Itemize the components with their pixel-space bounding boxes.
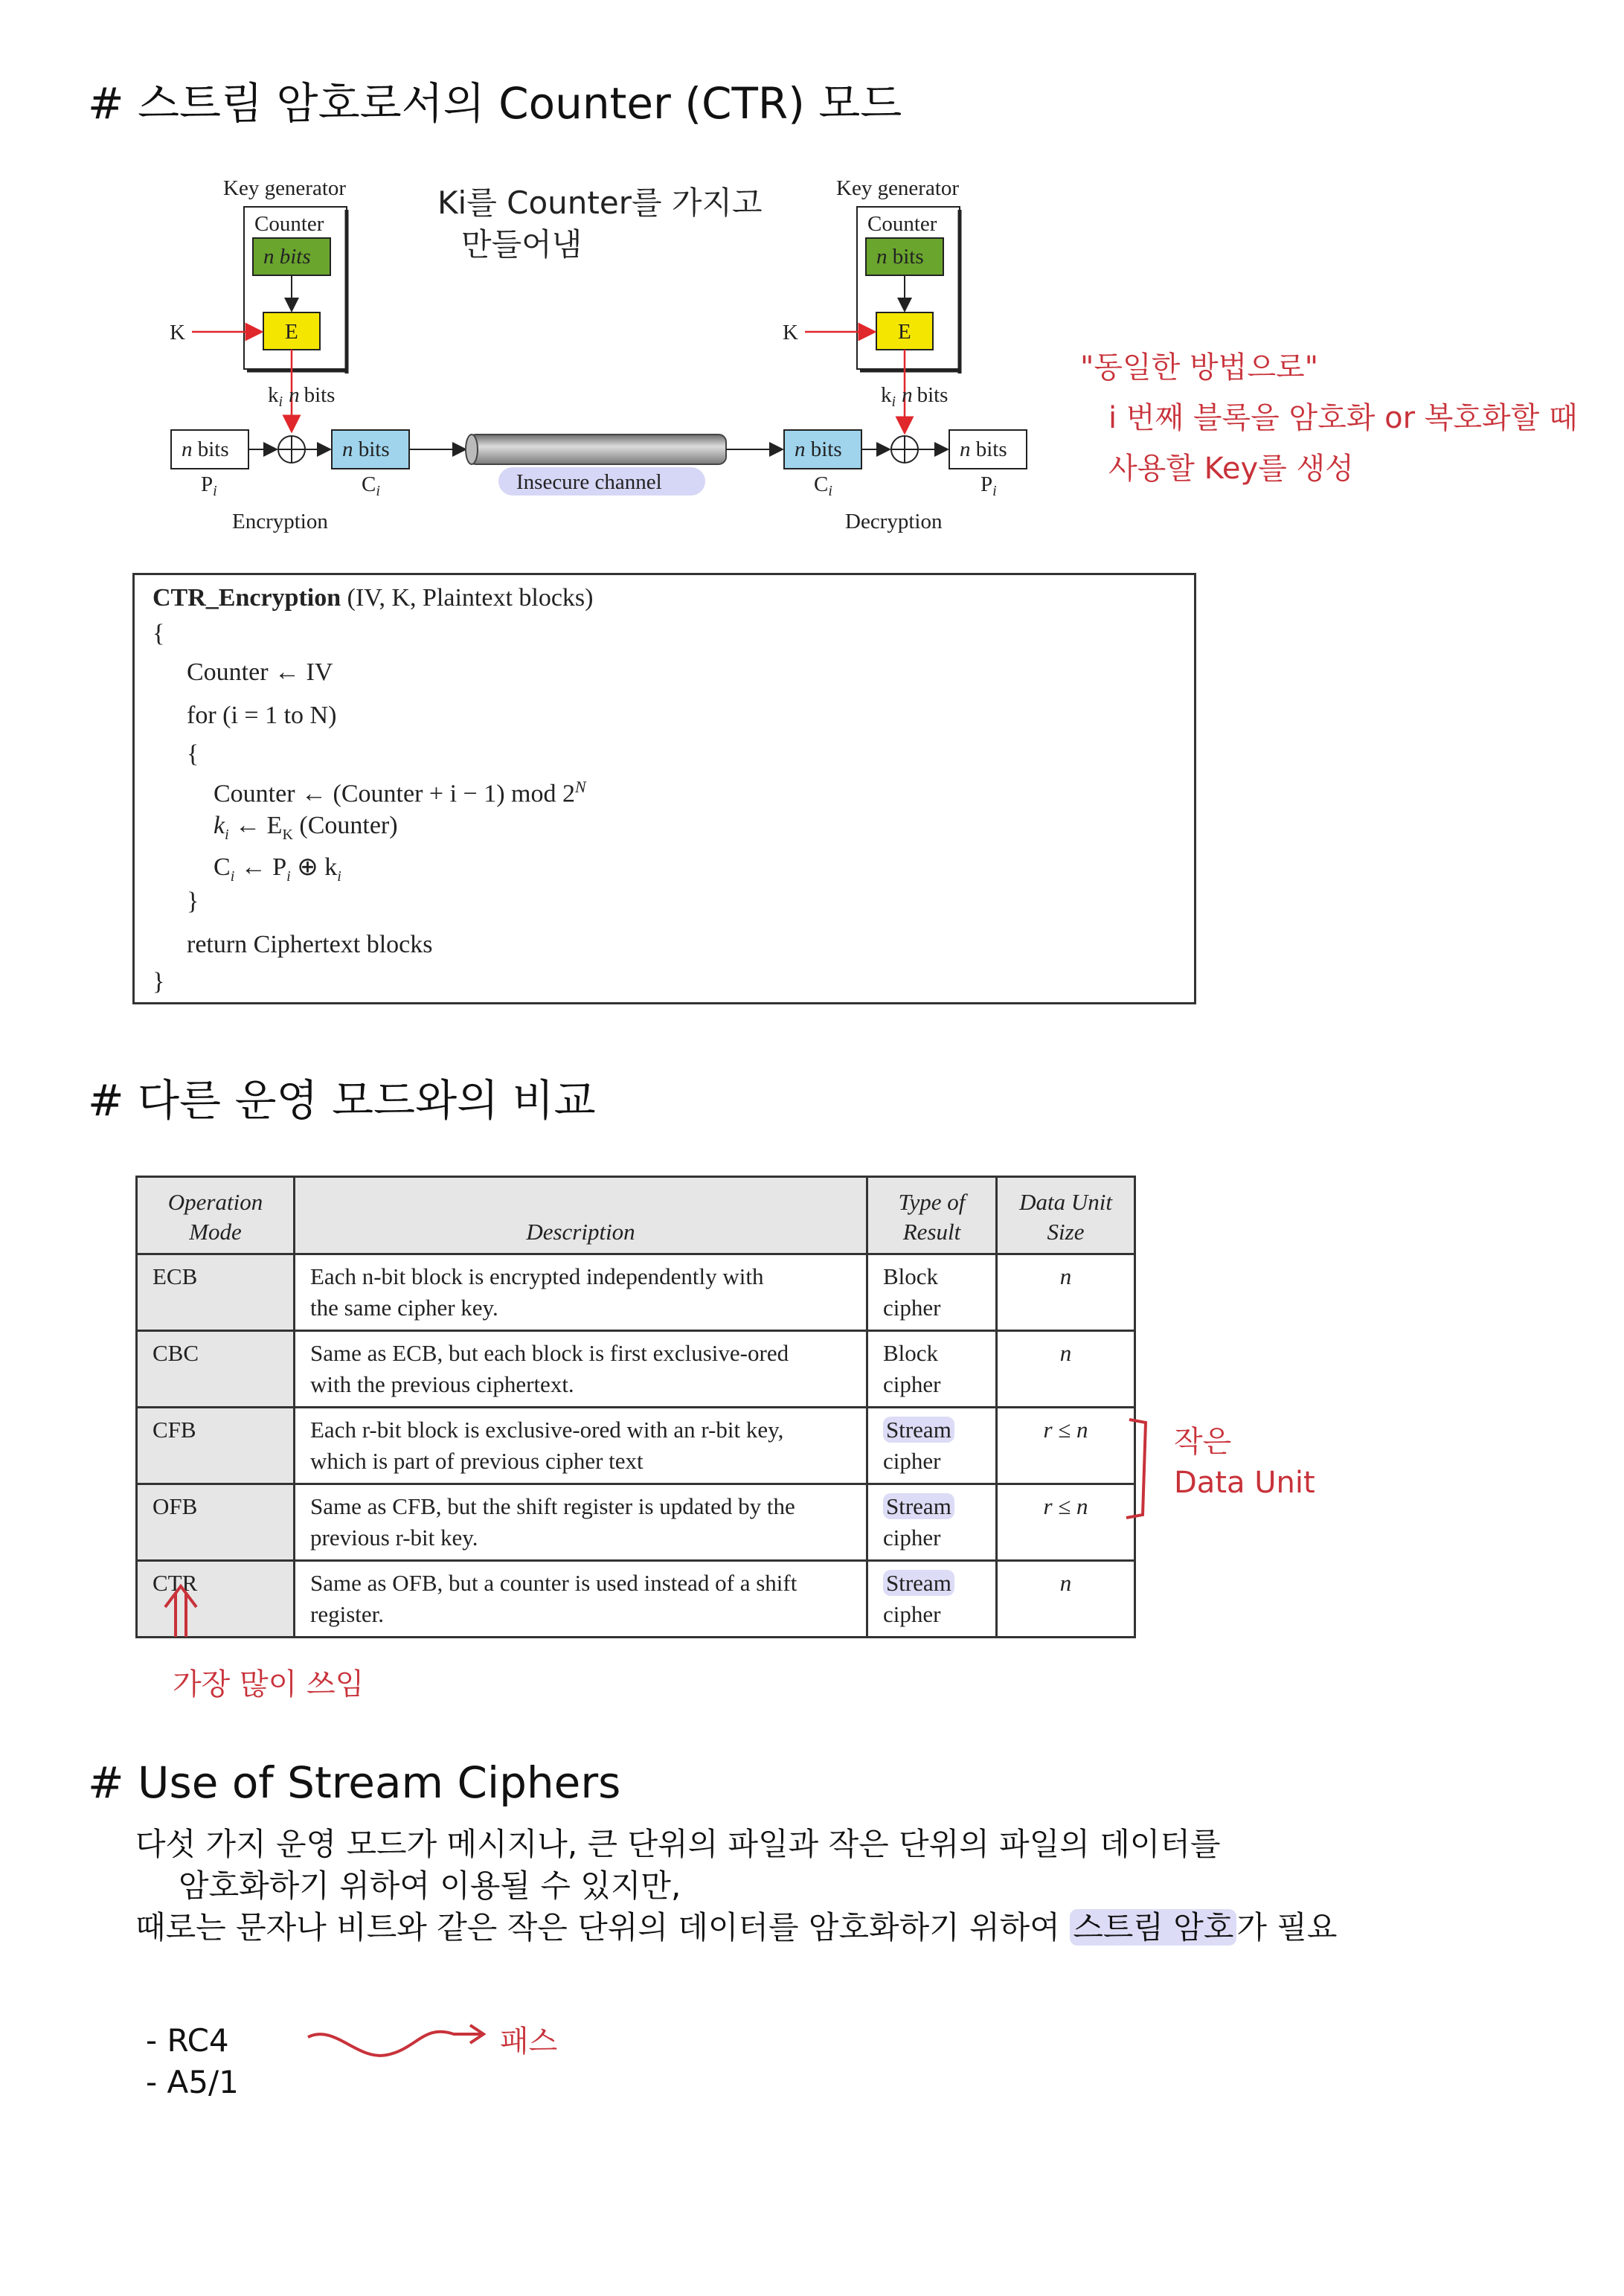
- note-most-used: 가장 많이 쓰임: [173, 1667, 365, 1702]
- insecure-channel-label: Insecure channel: [516, 470, 662, 494]
- p-label-right: $P_i$: [981, 472, 997, 499]
- stream-paragraph-1: 다섯 가지 운영 모드가 메시지나, 큰 단위의 파일과 작은 단위의 파일의 데이터를: [135, 1826, 1221, 1862]
- code-line-counter-update: Counter ← (Counter + i − 1) mod $2^N$: [214, 777, 586, 808]
- k-label-right: K: [783, 321, 798, 344]
- ctr-pseudocode: CTR_Encryption (IV, K, Plaintext blocks) { Counter ← IV for (i = 1 to N) { Counter ← (Counter + i − 1) mod $2^N$ $k_i$ ← $E_K$ (Counter) $C_i$ ← $P_i$ ⊕ $k_i$ } return Ciphertext blocks }: [132, 573, 1196, 1004]
- encryption-label: Encryption: [232, 510, 328, 533]
- e-label-left: E: [285, 320, 298, 344]
- table-row: OFB Same as CFB, but the shift register is updated by the previous r-bit key. Stream cipher r ≤ n: [137, 1484, 1135, 1561]
- list-item-a51: - A5/1: [146, 2064, 239, 2100]
- code-line-ci: $C_i$ ← $P_i$ ⊕ $k_i$: [214, 853, 341, 885]
- insecure-channel-pipe: [469, 434, 726, 464]
- section-title-ctr: # 스트림 암호로서의 Counter (CTR) 모드: [88, 78, 902, 129]
- nbits-counter-left: n bits: [263, 245, 311, 269]
- counter-label-left: Counter: [254, 212, 324, 236]
- table-row: CBC Same as ECB, but each block is first exclusive-ored with the previous ciphertext. Block cipher n: [137, 1331, 1135, 1408]
- code-line-ki: $k_i$ ← $E_K$ (Counter): [214, 812, 398, 843]
- note-ki-counter-2: 만들어냄: [461, 226, 582, 263]
- svg-text:E: E: [898, 320, 911, 344]
- keygen-label-left: Key generator: [223, 176, 347, 200]
- note-ki-counter-1: Ki를 Counter를 가지고: [437, 185, 763, 221]
- nbits-p-left: n bits: [182, 437, 229, 461]
- note-same-method: "동일한 방법으로": [1080, 350, 1318, 385]
- k-label-left: K: [170, 321, 185, 344]
- header-operation-mode: Operation Mode: [137, 1177, 295, 1254]
- note-small-1: 작은: [1174, 1425, 1232, 1459]
- code-line-for: for (i = 1 to N): [187, 702, 337, 729]
- section-title-stream: # Use of Stream Ciphers: [88, 1757, 621, 1808]
- header-description: Description: [295, 1177, 867, 1254]
- svg-text:n bits: n bits: [342, 437, 390, 461]
- note-block-ith: i 번째 블록을 암호화 or 복호화할 때: [1108, 401, 1578, 435]
- table-header-row: [137, 1177, 1135, 1254]
- header-data-unit-size: Data Unit Size: [997, 1177, 1135, 1254]
- mode-comparison-table: [135, 1176, 1136, 1638]
- table-row: ECB Each n-bit block is encrypted independently with the same cipher key. Block cipher n: [137, 1254, 1135, 1331]
- header-type-of-result: Type of Result: [867, 1177, 997, 1254]
- stream-paragraph-3: 때로는 문자나 비트와 같은 작은 단위의 데이터를 암호화하기 위하여 스트림 암호가 필요: [135, 1909, 1338, 1946]
- svg-text:n bits: n bits: [795, 437, 842, 461]
- note-pass: 패스: [500, 2024, 558, 2059]
- code-line-return: return Ciphertext blocks: [187, 931, 433, 958]
- keygen-label-right: Key generator: [836, 176, 960, 200]
- ki-label-right: $k_i$ n bits: [881, 383, 949, 410]
- note-small-2: Data Unit: [1174, 1466, 1315, 1500]
- code-header: CTR_Encryption (IV, K, Plaintext blocks): [153, 584, 594, 612]
- wavy-arrow-icon: [308, 2025, 484, 2056]
- code-line-counter-iv: Counter ← IV: [187, 658, 333, 686]
- c-label-left: $C_i$: [362, 472, 380, 499]
- svg-text:n bits: n bits: [960, 437, 1007, 461]
- section-title-compare: # 다른 운영 모드와의 비교: [88, 1075, 596, 1126]
- ki-label-left: $k_i$ n bits: [268, 383, 336, 410]
- counter-label-right: Counter: [867, 212, 937, 236]
- table-row: CFB Each r-bit block is exclusive-ored with an r-bit key, which is part of previous cipher text Stream cipher r ≤ n: [137, 1408, 1135, 1484]
- svg-text:n bits: n bits: [876, 245, 924, 269]
- table-row: CTR Same as OFB, but a counter is used instead of a shift register. Stream cipher n: [137, 1561, 1135, 1638]
- decryption-label: Decryption: [845, 510, 943, 533]
- note-generate-key: 사용할 Key를 생성: [1108, 452, 1354, 486]
- c-label-right: $C_i$: [814, 472, 832, 499]
- p-label-left: $P_i$: [201, 472, 217, 499]
- list-item-rc4: - RC4: [146, 2022, 229, 2059]
- stream-paragraph-2: 암호화하기 위하여 이용될 수 있지만,: [179, 1867, 681, 1904]
